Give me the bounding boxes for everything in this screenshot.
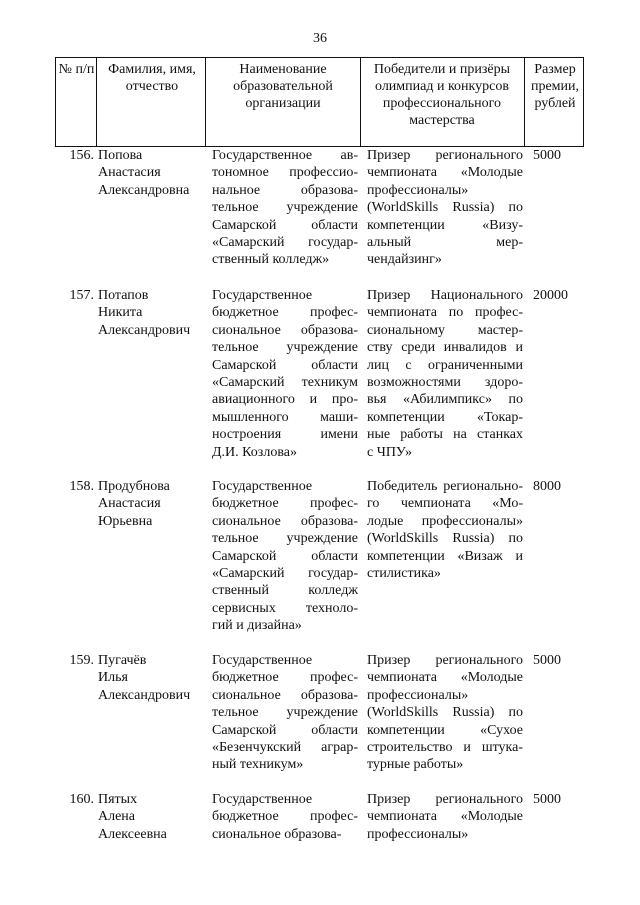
- award-description-line: лодые профессионалы»: [367, 513, 523, 529]
- row-number: 158.: [69, 479, 94, 494]
- award-description-line: го чемпионата «Мо-: [367, 496, 523, 512]
- organization-name-line: Государственное: [212, 792, 313, 807]
- award-description-line: компетенции «Визу-: [367, 217, 523, 233]
- row-number: 157.: [69, 288, 94, 303]
- award-description-line: вья «Абилимпикс» по: [367, 392, 523, 408]
- organization-name-line: «Самарский техникум: [212, 375, 358, 391]
- person-name-line: Никита: [98, 305, 143, 321]
- organization-name-line: «Безенчукский аграр-: [212, 740, 358, 756]
- prize-amount: 5000: [533, 148, 561, 163]
- organization-name-line: «Самарский государ-: [212, 566, 358, 582]
- organization-name-line: тельное учреждение: [212, 340, 358, 356]
- award-description-line: с ЧПУ»: [367, 444, 412, 460]
- award-description-line: стилистика»: [367, 566, 441, 582]
- award-description-line: Призер регионального: [367, 792, 523, 807]
- organization-name-line: сиональное образова-: [212, 322, 358, 338]
- prize-amount: 8000: [533, 479, 561, 494]
- award-description-line: (WorldSkills Russia) по: [367, 531, 523, 547]
- person-name-line: Александрович: [98, 322, 191, 338]
- award-description-line: (WorldSkills Russia) по: [367, 200, 523, 216]
- organization-name-line: сервисных техноло-: [212, 600, 358, 616]
- award-description-line: лиц с ограниченными: [367, 357, 523, 373]
- person-name-line: Анастасия: [98, 496, 161, 512]
- organization-name-line: тельное учреждение: [212, 200, 358, 216]
- organization-name-line: тономное профессио-: [212, 165, 358, 181]
- organization-name: [212, 147, 358, 269]
- prize-amount: 5000: [533, 653, 561, 668]
- organization-name-line: ный техникум»: [212, 757, 304, 773]
- organization-name-line: ностроения имени: [212, 427, 358, 443]
- organization-name-line: тельное учреждение: [212, 531, 358, 547]
- award-description-line: Призер регионального: [367, 148, 523, 163]
- organization-name-line: тельное учреждение: [212, 705, 358, 721]
- organization-name-line: ственный колледж: [212, 583, 358, 599]
- header-num: № п/п: [58, 62, 95, 77]
- organization-name-line: бюджетное профес-: [212, 305, 358, 321]
- award-description-line: Победитель регионально-: [367, 479, 523, 494]
- person-name: [98, 791, 208, 843]
- person-name-line: Александровна: [98, 182, 190, 198]
- award-description: [367, 791, 523, 843]
- award-description-line: турные работы»: [367, 757, 464, 773]
- award-description-line: чемпионата «Молодые: [367, 809, 523, 825]
- person-name-line: Алена: [98, 809, 136, 825]
- award-description: [367, 478, 523, 582]
- organization-name-line: «Самарский государ-: [212, 235, 358, 251]
- organization-name-line: нальное образова-: [212, 182, 358, 198]
- person-name-line: Анастасия: [98, 165, 161, 181]
- organization-name: [212, 287, 358, 461]
- person-name: [98, 147, 208, 199]
- organization-name-line: Самарской области: [212, 217, 358, 233]
- award-description-line: альный мер-: [367, 235, 523, 251]
- organization-name-line: Государственное: [212, 288, 313, 303]
- award-description-line: чемпионата по профес-: [367, 305, 523, 321]
- organization-name-line: ственный колледж»: [212, 252, 330, 268]
- prize-amount: 20000: [533, 288, 568, 303]
- award-description-line: профессионалы»: [367, 826, 469, 842]
- organization-name-line: гий и дизайна»: [212, 618, 302, 634]
- award-description-line: Призер Национального: [367, 288, 523, 303]
- person-name-line: Продубнова: [98, 479, 170, 494]
- person-name-line: Потапов: [98, 288, 149, 303]
- award-description: [367, 147, 523, 269]
- page-number: 36: [313, 31, 327, 46]
- award-description-line: строительство и штука-: [367, 740, 523, 756]
- organization-name: [212, 791, 358, 843]
- row-number: 159.: [69, 653, 94, 668]
- organization-name-line: мышленного маши-: [212, 409, 358, 425]
- organization-name-line: бюджетное профес-: [212, 809, 358, 825]
- organization-name-line: Самарской области: [212, 722, 358, 738]
- person-name-line: Алексеевна: [98, 826, 167, 842]
- header-award: Победители и призёры олимпиад и конкурсов профессионального мастерства: [373, 62, 511, 128]
- person-name-line: Александрович: [98, 687, 191, 703]
- organization-name-line: сиональное образова-: [212, 826, 342, 842]
- organization-name-line: сиональное образова-: [212, 513, 358, 529]
- row-number: 160.: [69, 792, 94, 807]
- organization-name-line: бюджетное профес-: [212, 670, 358, 686]
- header-org: Наименование образовательной организации: [233, 62, 333, 111]
- organization-name: [212, 652, 358, 774]
- award-description: [367, 287, 523, 461]
- person-name-line: Илья: [98, 670, 128, 686]
- person-name-line: Пугачёв: [98, 653, 147, 668]
- award-description-line: компетенции «Визаж и: [367, 548, 523, 564]
- award-description-line: компетенции «Сухое: [367, 722, 523, 738]
- organization-name-line: Самарской области: [212, 357, 358, 373]
- organization-name-line: Государственное: [212, 479, 313, 494]
- header-prize: Размер премии, рублей: [530, 62, 580, 111]
- award-description-line: ству среди инвалидов и: [367, 340, 523, 356]
- organization-name-line: Самарской области: [212, 548, 358, 564]
- organization-name: [212, 478, 358, 635]
- table-header: [55, 57, 584, 147]
- person-name: [98, 287, 208, 339]
- organization-name-line: сиональное образова-: [212, 687, 358, 703]
- award-description-line: профессионалы»: [367, 687, 469, 703]
- person-name-line: Попова: [98, 148, 143, 163]
- organization-name-line: Д.И. Козлова»: [212, 444, 297, 460]
- prize-amount: 5000: [533, 792, 561, 807]
- award-description-line: чемпионата «Молодые: [367, 165, 523, 181]
- award-description-line: (WorldSkills Russia) по: [367, 705, 523, 721]
- organization-name-line: авиационного и про-: [212, 392, 358, 408]
- award-description-line: возможностями здоро-: [367, 375, 523, 391]
- organization-name-line: Государственное ав-: [212, 148, 358, 163]
- award-description-line: сиональному мастер-: [367, 322, 523, 338]
- person-name-line: Пятых: [98, 792, 138, 807]
- organization-name-line: бюджетное профес-: [212, 496, 358, 512]
- header-name: Фамилия, имя, отчество: [108, 62, 196, 94]
- award-description-line: Призер регионального: [367, 653, 523, 668]
- award-description-line: ные работы на станках: [367, 427, 523, 443]
- award-description-line: чемпионата «Молодые: [367, 670, 523, 686]
- row-number: 156.: [69, 148, 94, 163]
- award-description: [367, 652, 523, 774]
- award-description-line: профессионалы»: [367, 182, 469, 198]
- person-name: [98, 478, 208, 530]
- person-name: [98, 652, 208, 704]
- award-description-line: компетенции «Токар-: [367, 409, 523, 425]
- award-description-line: чендайзинг»: [367, 252, 442, 268]
- person-name-line: Юрьевна: [98, 513, 153, 529]
- organization-name-line: Государственное: [212, 653, 313, 668]
